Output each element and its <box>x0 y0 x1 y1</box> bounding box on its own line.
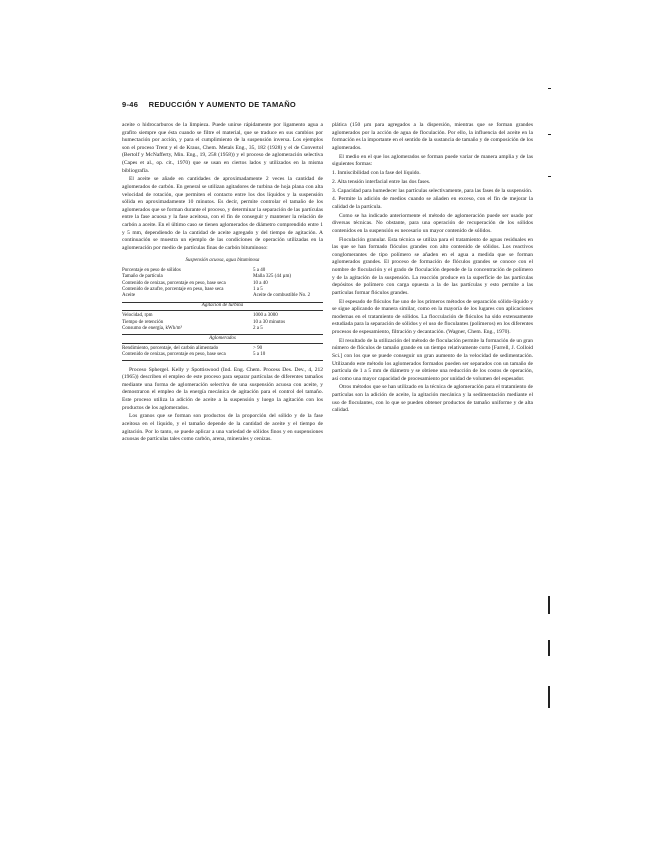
paragraph: Proceso Sphergel. Kelly y Spottiswood (Ind. Eng. Chem. Process Des. Dev., 4, 212 (1965)) describen el empleo de este proceso para separar partículas de diferentes tamaños mediante una forma de aglomeración selectiva de una suspensión acuosa con aceite, y demostraron el empleo de la energía mecánica de agitación para el control del tamaño. Este proceso utiliza la adición de aceite a la suspensión y luego la agitación con los productos de los aglomerados. <box>122 366 323 411</box>
row-label: Velocidad, rpm <box>122 313 153 319</box>
table-row <box>122 326 323 332</box>
page-header <box>122 100 542 112</box>
paragraph: Los granos que se forman son productos de la proporción del sólido y de la fase aceitosa en el líquido, y el tamaño depende de la cantidad de aceite y el tiempo de agitación. Por lo tanto, se puede aplicar a una variedad de sólidos finos y en suspensiones acuosas de partículas tales como carbón, arena, minerales y cenizas. <box>122 413 323 443</box>
margin-mark <box>548 88 551 89</box>
left-column <box>122 122 323 445</box>
running-title: REDUCCIÓN Y AUMENTO DE TAMAÑO <box>148 100 297 109</box>
row-label: Tamaño de partícula <box>122 274 163 280</box>
paragraph: El espesado de flóculos fue uno de los primeros métodos de separación sólido-líquido y se sigue aplicando de manera similar, como en la mayoría de los lugares con aplicaciones modernas en el tratamiento de sólidos. La flocculación de flóculos ha sido extensamente estudiada para la separación de sólidos y el uso de floculantes (polímeros) en los diferentes procesos de espesamiento, filtración y decantación. (Wagner, Chem. Eng., 1970). <box>332 298 533 335</box>
table-title: Suspensión acuosa, agua bituminosa <box>185 258 260 264</box>
paragraph: Como se ha indicado anteriormente el método de aglomeración puede ser usado por diversas técnicas. No obstante, para una operación de recuperación de los sólidos contenidos en la suspensión es necesario un mayor contenido de sólidos. <box>332 212 533 234</box>
paragraph: Floculación granular. Esta técnica se utiliza para el tratamiento de aguas residuales en las que se han formado flóculos grandes con alto contenido de sólidos. Los reactivos conglomerantes de tipo polímero se añaden en el agua a medida que se forman aglomerados grandes. El proceso de formación de flóculos grandes se conoce con el nombre de floculación y el grado de floculación depende de la concentración de polímero y de la agitación de la suspensión. La reacción produce en la superficie de las partículas depósitos de polímero con carga opuesta a la de las partículas y esto permite a las partículas formar flóculos grandes. <box>332 236 533 296</box>
right-column <box>332 122 533 416</box>
margin-mark <box>548 176 551 177</box>
table-rule <box>122 360 323 361</box>
row-label: Consumo de energía, kWh/m³ <box>122 325 183 331</box>
row-label: Contenido de cenizas, porcentaje en peso, base seca <box>122 352 226 358</box>
paragraph: El medio en el que los aglomerados se forman puede variar de manera amplia y de las siguientes formas: <box>332 153 533 168</box>
row-value: 2 a 5 <box>253 325 263 331</box>
row-label: Tiempo de retención <box>122 319 164 325</box>
table-subheading: Aglomerados <box>122 334 323 343</box>
row-value: > 90 <box>253 345 263 351</box>
table-row <box>122 352 323 358</box>
row-label: Aceite <box>122 293 136 299</box>
conditions-table <box>122 258 323 360</box>
page-number: 9-46 <box>122 100 139 109</box>
row-label: Rendimiento, porcentaje, del carbón alimentado <box>122 345 219 351</box>
paragraph: plática (150 µm para agregados a la dispersión, mientras que se forman grandes aglomerados por la acción de agua de floculación. Por ello, la influencia del aceite en la formación es la importante en el sentido de la sustancia de tamaño y de composición de los aglomerados. <box>332 122 533 151</box>
list-item: 3. Capacidad para humedecer las partículas selectivamente, para las fases de la suspensión. <box>332 187 533 194</box>
list-item: 2. Alta tensión interfacial entre las dos fases. <box>332 178 431 185</box>
margin-mark <box>548 596 550 614</box>
list-item: 4. Permite la adición de medios cuando se añaden en exceso, con el fin de mejorar la calidad de la partícula. <box>332 196 533 210</box>
row-value: 1000 a 3000 <box>253 313 278 319</box>
paragraph: El resultado de la utilización del método de floculación permite la formación de un gran número de flóculos de tamaño grande en un tiempo relativamente corto [Farrell, J. Colloid Sci.] con los que se puede conseguir un gran aumento de la velocidad de sedimentación. Utilizando este método los aglomerados formados pueden ser separados con un tamaño de partícula de 1 a 5 mm de diámetro y se obtiene una reducción de los costos de operación, así como una mayor capacidad de procesamiento por unidad de volumen del espesador. <box>332 337 533 382</box>
row-value: Aceite de combustible No. 2 <box>253 293 311 299</box>
row-value: 1 a 5 <box>253 286 263 292</box>
row-label: Contenido de cenizas, porcentaje en peso, base seca <box>122 280 226 286</box>
row-value: Malla 325 (44 µm) <box>253 274 292 280</box>
margin-mark <box>548 686 550 708</box>
row-value: 10 a 30 minutos <box>253 319 286 325</box>
margin-mark <box>548 640 550 656</box>
row-label: Porcentaje en peso de sólidos <box>122 267 181 273</box>
margin-mark <box>548 134 551 135</box>
list-item: 1. Inmiscibilidad con la fase del líquido. <box>332 169 421 176</box>
table-row <box>122 293 323 299</box>
row-value: 5 a 10 <box>253 352 266 358</box>
table-subheading: Agitación de turbina <box>122 302 323 311</box>
paragraph: El aceite se añade en cantidades de aproximadamente 2 veces la cantidad de aglomerados de carbón. En general se utilizan agitadores de turbina de hoja plana con alta velocidad de rotación, que permiten el contacto entre los dos líquidos y la suspensión sólida en aproximadamente 10 minutos. Es decir, permite controlar el tamaño de los aglomerados que se forman durante el proceso, y determinar la separación de las partículas entre la fase acuosa y la fase aceitosa, con el fin de conseguir y mantener la relación de carbón a aceite. En el último caso se tienen aglomerados de diámetro comprendido entre 1 y 5 mm, dependiendo de la cantidad de aceite agregado y del tiempo de agitación. A continuación se muestra un ejemplo de las condiciones de operación utilizadas en la aglomeración por medio de partículas finas de carbón bituminoso: <box>122 176 323 251</box>
paragraph: Otros métodos que se han utilizado en la técnica de aglomeración para el tratamiento de partículas son la adición de aceite, la agitación mecánica y la sedimentación mediante el uso de floculantes, con lo que se pueden obtener productos de tamaño uniforme y de alta calidad. <box>332 384 533 414</box>
row-value: 5 a 40 <box>253 267 266 273</box>
paragraph: aceite o hidrocarburos de la limpieza. Puede unirse rápidamente por ligamento agua a grafito siempre que ésta cuando se filtre el material, que se traduce en sus cambios por humectación por acción, y para el cumplimiento de la suspensión inversa. Los ejemplos son el proceso Trent y el de Kraus, Chem. Metals Eng., 35, 182 (1928) y el de Convertol (Bertolf y McNafferty, Min. Eng., 19, 258 (1958)) y el proceso de aglomeración selectiva (Capes et al., op. cit., 1970) que se usan en ciertos lados y utilizados en la misma bibliografía. <box>122 122 323 174</box>
row-label: Contenido de azufre, porcentaje en peso, base seca <box>122 286 224 292</box>
row-value: 10 a 40 <box>253 280 268 286</box>
